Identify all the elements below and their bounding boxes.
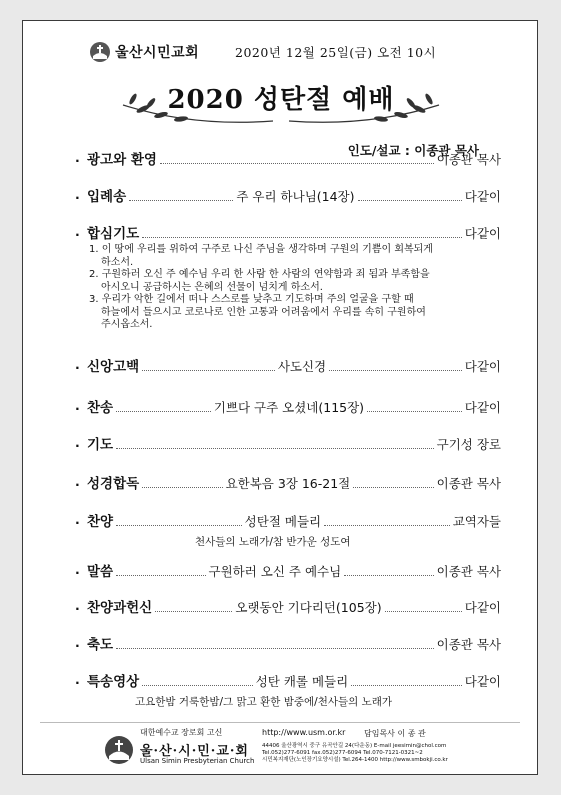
address-line: 시민복지재단(노인장기요양시설) Tel.264-1400 http://www.smbokji.co.kr (262, 757, 448, 763)
item-leader: 이종관 목사 (436, 637, 501, 652)
order-item-creed (75, 355, 501, 375)
bullet: · (75, 401, 80, 416)
item-leader: 다같이 (464, 226, 501, 241)
leader-dots (155, 611, 232, 612)
prayer-line: 1. 이 땅에 우리를 위하여 구주로 나신 주님을 생각하며 구원의 기쁨이 회복되게 (89, 244, 433, 255)
leader-dots (329, 370, 462, 371)
item-leader: 이종관 목사 (436, 476, 501, 491)
officiant-name: 이종관 목사 (414, 143, 479, 158)
bulletin-sheet (22, 20, 538, 775)
order-item-announcements (75, 148, 501, 168)
item-leader: 다같이 (464, 400, 501, 415)
bullet: · (75, 360, 80, 375)
title-block (103, 75, 459, 131)
item-label: 합심기도 (87, 226, 140, 242)
praise-subtitle: 천사들의 노래가/참 반가운 성도여 (195, 536, 351, 548)
item-label: 입례송 (87, 189, 127, 205)
order-item-praise (75, 510, 501, 530)
item-content: 구원하러 오신 주 예수님 (208, 564, 342, 579)
prayer-line: 하늘에서 들으시고 코로나로 인한 고통과 어려움에서 우리를 속히 구원하여 (101, 306, 426, 318)
bullet: · (75, 675, 80, 690)
church-name: 울산시민교회 (115, 45, 200, 61)
order-item-benediction (75, 633, 501, 653)
prayer-list (89, 244, 433, 332)
service-date: 2020년 12월 25일(금) 오전 10시 (235, 45, 437, 60)
bullet: · (75, 601, 80, 616)
leader-dots (142, 685, 253, 686)
item-leader: 교역자들 (452, 514, 501, 529)
order-item-scripture (75, 472, 501, 492)
leader-dots (367, 411, 462, 412)
church-logo-icon (89, 41, 111, 63)
footer-pastor: 담임목사 이 종 관 (364, 729, 426, 738)
footer-logo-icon (104, 735, 134, 765)
leader-dots (142, 370, 275, 371)
leader-dots (142, 487, 222, 488)
special-video-subtitle: 고요한밤 거룩한밤/그 맑고 환한 밤중에/천사들의 노래가 (135, 696, 393, 708)
item-label: 찬송 (87, 400, 114, 416)
order-item-offering (75, 596, 501, 616)
leader-dots (142, 237, 462, 238)
footer-address (262, 743, 448, 764)
item-leader: 다같이 (464, 359, 501, 374)
item-leader: 이종관 목사 (436, 152, 501, 167)
item-content: 요한복음 3장 16-21절 (225, 476, 351, 491)
item-label: 특송영상 (87, 674, 140, 690)
leader-dots (160, 163, 434, 164)
item-label: 축도 (87, 637, 114, 653)
leader-dots (116, 448, 434, 449)
item-content: 성탄절 메들리 (244, 514, 322, 529)
leader-dots (385, 611, 462, 612)
bullet: · (75, 438, 80, 453)
bullet: · (75, 190, 80, 205)
leader-dots (116, 575, 205, 576)
leader-dots (358, 200, 462, 201)
item-leader: 구기성 장로 (436, 437, 501, 452)
prayer-line: 아시오니 공급하시는 은혜의 선물이 넘치게 하소서. (101, 281, 323, 293)
item-label: 광고와 환영 (87, 152, 157, 168)
order-item-processional (75, 185, 501, 205)
prayer-line: 2. 구원하러 오신 주 예수님 우리 한 사람 한 사람의 연약함과 죄 됨과 부족함을 (89, 269, 430, 280)
item-content: 기쁘다 구주 오셨네(115장) (213, 400, 365, 415)
church-header (89, 41, 199, 63)
officiant-label: 인도/설교 : (347, 143, 410, 158)
leader-dots (116, 648, 434, 649)
order-item-hymn (75, 396, 501, 416)
item-label: 신앙고백 (87, 359, 140, 375)
item-content: 오랫동안 기다리던(105장) (235, 600, 382, 615)
leader-dots (129, 200, 233, 201)
footer-english-name: Ulsan Simin Presbyterian Church (140, 757, 255, 765)
leader-dots (324, 525, 450, 526)
item-leader: 다같이 (464, 674, 502, 689)
leader-dots (116, 525, 242, 526)
bullet: · (75, 565, 80, 580)
bullet: · (75, 477, 80, 492)
item-leader: 이종관 목사 (436, 564, 501, 579)
prayer-line: 3. 우리가 악한 길에서 떠나 스스로를 낮추고 기도하며 주의 얼굴을 구할 때 (89, 294, 414, 305)
order-item-sermon (75, 560, 501, 580)
leader-dots (116, 411, 211, 412)
footer-church-name: 울·산·시·민·교·회 (140, 744, 249, 759)
order-item-unison-prayer (75, 222, 501, 242)
order-item-prayer (75, 433, 501, 453)
page-title: 2020 성탄절 예배 (167, 85, 395, 115)
footer-website-link[interactable]: http://www.usm.or.kr (262, 728, 346, 737)
footer-denomination: 대한예수교 장로회 고신 (140, 728, 223, 737)
item-leader: 다같이 (464, 189, 501, 204)
bullet: · (75, 153, 80, 168)
item-content: 사도신경 (277, 359, 327, 374)
item-label: 찬양 (87, 514, 114, 530)
item-content: 주 우리 하나님(14장) (236, 189, 355, 204)
prayer-line: 하소서. (101, 256, 134, 268)
item-leader: 다같이 (464, 600, 501, 615)
prayer-line: 주시옵소서. (101, 319, 153, 330)
address-line: 44406 울산광역시 중구 유곡안길 24(다운동) E-mail jeesimin@chol.com (262, 743, 447, 749)
leader-dots (351, 685, 462, 686)
leader-dots (344, 575, 433, 576)
bullet: · (75, 638, 80, 653)
footer-divider (40, 722, 520, 723)
item-content: 성탄 캐롤 메들리 (255, 674, 349, 689)
bullet: · (75, 515, 80, 530)
item-label: 성경합독 (87, 476, 140, 492)
address-line: Tel.052)277-6091 fax.052)277-6094 Tel.070-7121-0321~2 (262, 750, 423, 756)
item-label: 기도 (87, 437, 114, 453)
item-label: 말씀 (87, 564, 114, 580)
order-item-special-video (75, 670, 501, 690)
leader-dots (353, 487, 433, 488)
item-label: 찬양과헌신 (87, 600, 153, 616)
bullet: · (75, 227, 80, 242)
